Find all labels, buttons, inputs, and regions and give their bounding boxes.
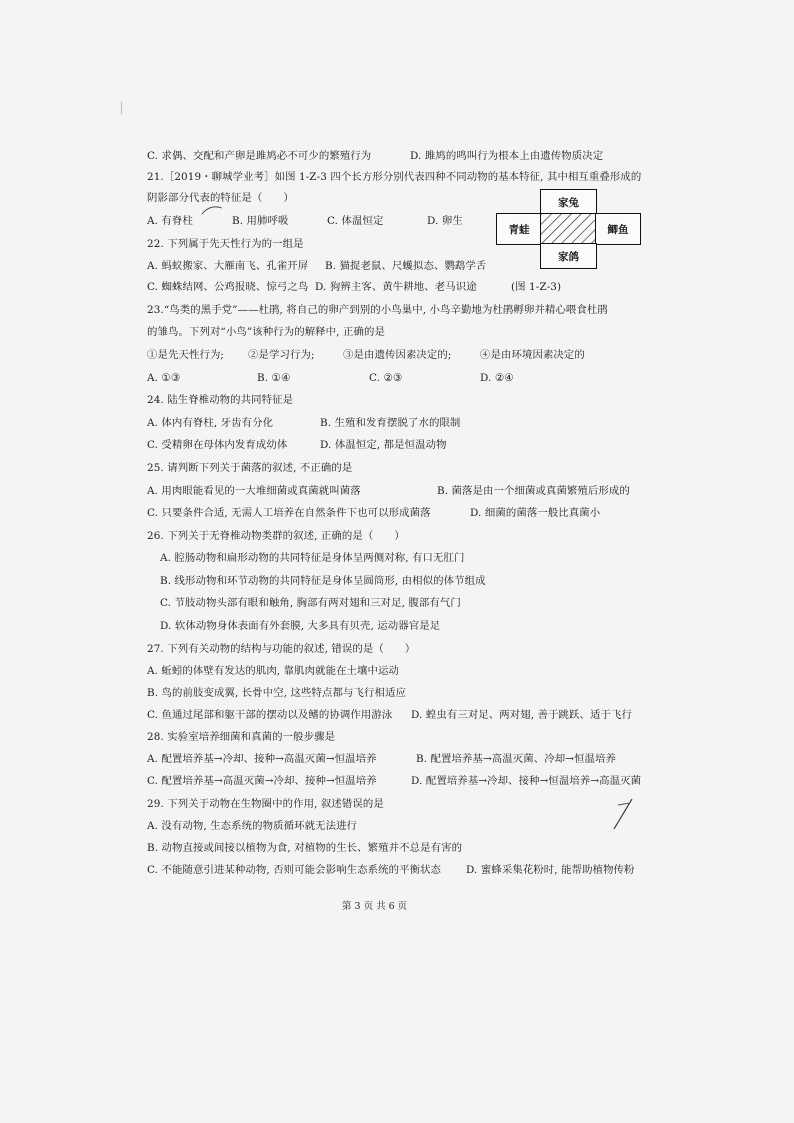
page-footer: 第 3 页 共 6 页 (342, 901, 408, 912)
q21-stem: 21.［2019・聊城学业考］如图 1-Z-3 四个长方形分别代表四种不同动物的基本特征, 其中相互重叠形成的 (147, 171, 642, 183)
q28-stem: 28. 实验室培养细菌和真菌的一般步骤是 (147, 731, 336, 743)
figure-caption: (图 1-Z-3) (511, 281, 562, 293)
diagram-shaded-overlap (540, 213, 597, 245)
q29-stem: 29. 下列关于动物在生物圈中的作用, 叙述错误的是 (147, 798, 384, 810)
diagram-label-right: 鲫鱼 (607, 223, 629, 236)
q28-option-d: D. 配置培养基→冷却、接种→恒温培养→高温灭菌 (411, 775, 642, 787)
q23-stem-cont: 的雏鸟。下列对“小鸟”该种行为的解释中, 正确的是 (147, 326, 385, 338)
q22-stem: 22. 下列属于先天性行为的一组是 (147, 238, 304, 250)
q21-option-a: A. 有脊柱 (147, 215, 193, 227)
pen-stroke-mark (600, 795, 640, 835)
q22-option-c: C. 蜘蛛结网、公鸡报晓、惊弓之鸟 (147, 281, 309, 293)
q23-option-a: A. ①③ (147, 372, 181, 384)
q27-option-c: C. 鱼通过尾部和躯干部的摆动以及鳍的协调作用游泳 (147, 709, 393, 721)
q26-option-c: C. 节肢动物头部有眼和触角, 胸部有两对翅和三对足, 腹部有气门 (160, 597, 461, 609)
scan-mark (121, 102, 122, 114)
q21-stem-cont: 阴影部分代表的特征是（ ） (147, 192, 294, 204)
q25-stem: 25. 请判断下列关于菌落的叙述, 不正确的是 (147, 462, 353, 474)
q25-option-a: A. 用肉眼能看见的一大堆细菌或真菌就叫菌落 (147, 485, 361, 497)
diagram-label-bottom: 家鸽 (558, 250, 579, 263)
q24-option-d: D. 体温恒定, 都是恒温动物 (320, 439, 447, 451)
q24-stem: 24. 陆生脊椎动物的共同特征是 (147, 394, 294, 406)
q22-option-b: B. 猫捉老鼠、尺蠖拟态、鹦鹉学舌 (325, 260, 487, 272)
q28-option-c: C. 配置培养基→高温灭菌→冷却、接种→恒温培养 (147, 775, 377, 787)
diagram-box-bottom (540, 243, 597, 269)
q20-option-d: D. 雎鸠的鸣叫行为根本上由遗传物质决定 (410, 150, 604, 162)
q22-option-d: D. 狗辨主客、黄牛耕地、老马识途 (315, 281, 477, 293)
q21-option-b: B. 用肺呼吸 (232, 215, 289, 227)
q29-option-d: D. 蜜蜂采集花粉时, 能帮助植物传粉 (466, 864, 635, 876)
q26-stem: 26. 下列关于无脊椎动物类群的叙述, 正确的是（ ） (147, 530, 405, 542)
q27-option-d: D. 蝗虫有三对足、两对翅, 善于跳跃、适于飞行 (411, 709, 632, 721)
pen-tick-mark (200, 200, 230, 220)
q23-stem: 23.“鸟类的黑手党”——杜鹃, 将自己的卵产到别的小鸟巢中, 小鸟辛勤地为杜鹃孵卵并精心喂食杜鹃 (147, 304, 608, 316)
q24-option-a: A. 体内有脊柱, 牙齿有分化 (147, 417, 274, 429)
q23-option-b: B. ①④ (257, 372, 291, 384)
q27-stem: 27. 下列有关动物的结构与功能的叙述, 错误的是（ ） (147, 643, 416, 655)
q26-option-b: B. 线形动物和环节动物的共同特征是身体呈圆筒形, 由相似的体节组成 (160, 575, 486, 587)
diagram-label-left: 青蛙 (508, 223, 530, 236)
q22-option-a: A. 蚂蚁搬家、大雁南飞、孔雀开屏 (147, 260, 309, 272)
q26-option-d: D. 软体动物身体表面有外套膜, 大多具有贝壳, 运动器官是足 (160, 620, 441, 632)
q21-option-d: D. 卵生 (427, 215, 463, 227)
diagram-box-top (540, 189, 597, 215)
diagram-box-left (496, 213, 542, 245)
diagram-label-top: 家兔 (558, 196, 579, 209)
q23-option-d: D. ②④ (480, 372, 514, 384)
q24-option-b: B. 生殖和发育摆脱了水的限制 (320, 417, 461, 429)
q23-statement-3: ③是由遗传因素决定的; (343, 349, 452, 361)
q28-option-a: A. 配置培养基→冷却、接种→高温灭菌→恒温培养 (147, 753, 377, 765)
q29-option-b: B. 动物直接或间接以植物为食, 对植物的生长、繁殖并不总是有害的 (147, 842, 463, 854)
q23-statement-4: ④是由环境因素决定的 (480, 349, 585, 361)
q23-option-c: C. ②③ (369, 372, 403, 384)
q29-option-c: C. 不能随意引进某种动物, 否则可能会影响生态系统的平衡状态 (147, 864, 442, 876)
q24-option-c: C. 受精卵在母体内发育成幼体 (147, 439, 288, 451)
q29-option-a: A. 没有动物, 生态系统的物质循环就无法进行 (147, 820, 358, 832)
q21-option-c: C. 体温恒定 (327, 215, 384, 227)
q27-option-a: A. 蚯蚓的体壁有发达的肌肉, 靠肌肉就能在土壤中运动 (147, 665, 400, 677)
q23-statement-2: ②是学习行为; (248, 349, 315, 361)
hatch-pattern (541, 214, 596, 244)
q20-option-c: C. 求偶、交配和产卵是雎鸠必不可少的繁殖行为 (147, 150, 372, 162)
q23-statement-1: ①是先天性行为; (147, 349, 225, 361)
q25-option-d: D. 细菌的菌落一般比真菌小 (470, 507, 601, 519)
q25-option-b: B. 菌落是由一个细菌或真菌繁殖后形成的 (437, 485, 630, 497)
q27-option-b: B. 鸟的前肢变成翼, 长骨中空, 这些特点都与飞行相适应 (147, 687, 406, 699)
diagram-box-right (595, 213, 641, 245)
q28-option-b: B. 配置培养基→高温灭菌、冷却→恒温培养 (416, 753, 617, 765)
q25-option-c: C. 只要条件合适, 无需人工培养在自然条件下也可以形成菌落 (147, 507, 431, 519)
q26-option-a: A. 腔肠动物和扁形动物的共同特征是身体呈两侧对称, 有口无肛门 (160, 552, 465, 564)
